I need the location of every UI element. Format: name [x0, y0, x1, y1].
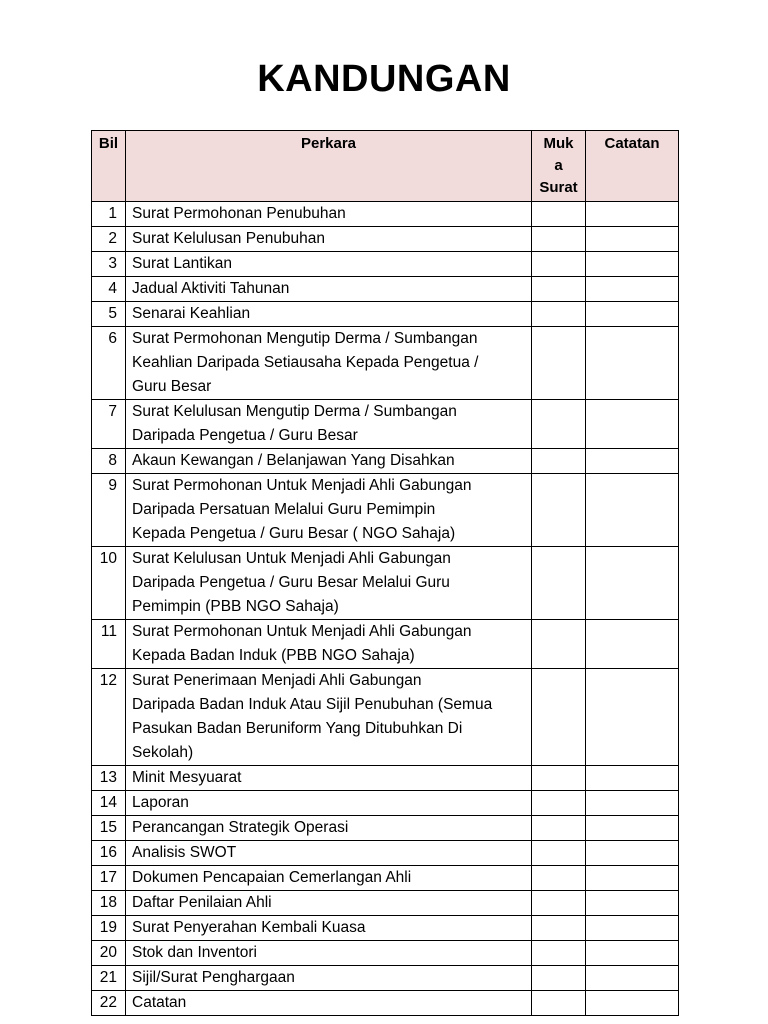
row-catatan: [586, 252, 679, 277]
row-muka-surat: [532, 791, 586, 816]
row-number: 13: [92, 766, 126, 791]
row-catatan: [586, 766, 679, 791]
row-perkara: [126, 547, 532, 620]
table-row: [92, 966, 679, 991]
row-muka-surat: [532, 991, 586, 1016]
row-perkara: [126, 966, 532, 991]
perkara-line: Pemimpin (PBB NGO Sahaja): [132, 598, 339, 615]
perkara-line: Daftar Penilaian Ahli: [132, 894, 272, 911]
perkara-line: Surat Permohonan Untuk Menjadi Ahli Gabungan: [132, 623, 472, 640]
table-row: [92, 669, 679, 766]
row-muka-surat: [532, 866, 586, 891]
table-row: [92, 277, 679, 302]
row-number: 1: [92, 202, 126, 227]
perkara-line: Surat Permohonan Mengutip Derma / Sumbangan: [132, 330, 478, 347]
row-muka-surat: [532, 277, 586, 302]
row-number: 18: [92, 891, 126, 916]
row-number: 22: [92, 991, 126, 1016]
perkara-line: Catatan: [132, 994, 187, 1011]
row-muka-surat: [532, 227, 586, 252]
row-muka-surat: [532, 916, 586, 941]
row-muka-surat: [532, 891, 586, 916]
row-catatan: [586, 302, 679, 327]
header-bil: Bil: [92, 131, 126, 202]
table-header-row: [92, 131, 679, 202]
row-muka-surat: [532, 766, 586, 791]
row-catatan: [586, 227, 679, 252]
row-perkara: [126, 327, 532, 400]
table-row: [92, 791, 679, 816]
row-muka-surat: [532, 816, 586, 841]
row-catatan: [586, 449, 679, 474]
header-muka-surat-line: Muk: [543, 135, 574, 152]
row-muka-surat: [532, 400, 586, 449]
table-row: [92, 766, 679, 791]
row-muka-surat: [532, 966, 586, 991]
row-number: 7: [92, 400, 126, 449]
row-catatan: [586, 966, 679, 991]
perkara-line: Senarai Keahlian: [132, 305, 251, 322]
row-muka-surat: [532, 449, 586, 474]
row-perkara: [126, 227, 532, 252]
row-perkara: [126, 400, 532, 449]
table-row: [92, 302, 679, 327]
row-number: 6: [92, 327, 126, 400]
table-row: [92, 474, 679, 547]
row-perkara: [126, 891, 532, 916]
perkara-line: Surat Permohonan Penubuhan: [132, 205, 346, 222]
row-perkara: [126, 991, 532, 1016]
perkara-line: Pasukan Badan Beruniform Yang Ditubuhkan Di: [132, 720, 463, 737]
row-catatan: [586, 816, 679, 841]
row-catatan: [586, 841, 679, 866]
row-number: 15: [92, 816, 126, 841]
row-catatan: [586, 620, 679, 669]
table-row: [92, 400, 679, 449]
header-muka-surat: [532, 131, 586, 202]
row-catatan: [586, 791, 679, 816]
row-catatan: [586, 916, 679, 941]
table-row: [92, 991, 679, 1016]
row-number: 3: [92, 252, 126, 277]
perkara-line: Kepada Pengetua / Guru Besar ( NGO Sahaja): [132, 525, 456, 542]
row-number: 2: [92, 227, 126, 252]
row-catatan: [586, 400, 679, 449]
table-row: [92, 227, 679, 252]
table-row: [92, 327, 679, 400]
perkara-line: Daripada Badan Induk Atau Sijil Penubuhan (Semua: [132, 696, 493, 713]
perkara-line: Dokumen Pencapaian Cemerlangan Ahli: [132, 869, 412, 886]
row-perkara: [126, 816, 532, 841]
row-perkara: [126, 252, 532, 277]
table-row: [92, 891, 679, 916]
row-perkara: [126, 866, 532, 891]
header-muka-surat-line: a: [554, 157, 563, 174]
row-perkara: [126, 841, 532, 866]
row-muka-surat: [532, 841, 586, 866]
row-number: 8: [92, 449, 126, 474]
perkara-line: Daripada Persatuan Melalui Guru Pemimpin: [132, 501, 436, 518]
table-body: [92, 202, 679, 1016]
perkara-line: Daripada Pengetua / Guru Besar Melalui Guru: [132, 574, 450, 591]
row-number: 21: [92, 966, 126, 991]
perkara-line: Surat Kelulusan Penubuhan: [132, 230, 326, 247]
row-catatan: [586, 202, 679, 227]
perkara-line: Analisis SWOT: [132, 844, 237, 861]
row-muka-surat: [532, 202, 586, 227]
row-number: 19: [92, 916, 126, 941]
row-number: 5: [92, 302, 126, 327]
perkara-line: Keahlian Daripada Setiausaha Kepada Pengetua /: [132, 354, 479, 371]
row-perkara: [126, 766, 532, 791]
row-catatan: [586, 866, 679, 891]
row-perkara: [126, 791, 532, 816]
row-perkara: [126, 302, 532, 327]
table-row: [92, 916, 679, 941]
row-muka-surat: [532, 620, 586, 669]
row-catatan: [586, 941, 679, 966]
table-row: [92, 866, 679, 891]
row-catatan: [586, 891, 679, 916]
row-catatan: [586, 991, 679, 1016]
perkara-line: Surat Penyerahan Kembali Kuasa: [132, 919, 366, 936]
table-row: [92, 252, 679, 277]
table-row: [92, 202, 679, 227]
table-row: [92, 816, 679, 841]
row-perkara: [126, 620, 532, 669]
row-number: 17: [92, 866, 126, 891]
contents-table: [91, 130, 679, 1016]
perkara-line: Surat Penerimaan Menjadi Ahli Gabungan: [132, 672, 422, 689]
row-number: 11: [92, 620, 126, 669]
row-muka-surat: [532, 669, 586, 766]
row-muka-surat: [532, 941, 586, 966]
row-number: 16: [92, 841, 126, 866]
row-catatan: [586, 277, 679, 302]
row-number: 20: [92, 941, 126, 966]
row-number: 12: [92, 669, 126, 766]
row-perkara: [126, 202, 532, 227]
table-row: [92, 941, 679, 966]
row-perkara: [126, 474, 532, 547]
row-perkara: [126, 449, 532, 474]
perkara-line: Guru Besar: [132, 378, 212, 395]
perkara-line: Laporan: [132, 794, 189, 811]
perkara-line: Surat Kelulusan Mengutip Derma / Sumbangan: [132, 403, 457, 420]
row-muka-surat: [532, 327, 586, 400]
perkara-line: Stok dan Inventori: [132, 944, 257, 961]
row-number: 9: [92, 474, 126, 547]
row-muka-surat: [532, 547, 586, 620]
row-catatan: [586, 327, 679, 400]
row-catatan: [586, 547, 679, 620]
row-perkara: [126, 916, 532, 941]
row-muka-surat: [532, 302, 586, 327]
table-row: [92, 449, 679, 474]
row-catatan: [586, 474, 679, 547]
row-muka-surat: [532, 252, 586, 277]
table-row: [92, 547, 679, 620]
row-number: 10: [92, 547, 126, 620]
row-perkara: [126, 277, 532, 302]
table-row: [92, 841, 679, 866]
row-number: 14: [92, 791, 126, 816]
perkara-line: Sijil/Surat Penghargaan: [132, 969, 295, 986]
perkara-line: Perancangan Strategik Operasi: [132, 819, 349, 836]
row-perkara: [126, 941, 532, 966]
perkara-line: Minit Mesyuarat: [132, 769, 242, 786]
perkara-line: Sekolah): [132, 744, 194, 761]
header-perkara: Perkara: [126, 131, 532, 202]
page-title: KANDUNGAN: [257, 58, 511, 100]
perkara-line: Akaun Kewangan / Belanjawan Yang Disahkan: [132, 452, 455, 469]
perkara-line: Daripada Pengetua / Guru Besar: [132, 427, 358, 444]
header-muka-surat-line: Surat: [539, 179, 578, 196]
table-row: [92, 620, 679, 669]
perkara-line: Surat Permohonan Untuk Menjadi Ahli Gabungan: [132, 477, 472, 494]
row-perkara: [126, 669, 532, 766]
header-catatan: Catatan: [586, 131, 679, 202]
perkara-line: Kepada Badan Induk (PBB NGO Sahaja): [132, 647, 415, 664]
row-muka-surat: [532, 474, 586, 547]
perkara-line: Jadual Aktiviti Tahunan: [132, 280, 290, 297]
perkara-line: Surat Lantikan: [132, 255, 232, 272]
row-number: 4: [92, 277, 126, 302]
perkara-line: Surat Kelulusan Untuk Menjadi Ahli Gabungan: [132, 550, 451, 567]
row-catatan: [586, 669, 679, 766]
